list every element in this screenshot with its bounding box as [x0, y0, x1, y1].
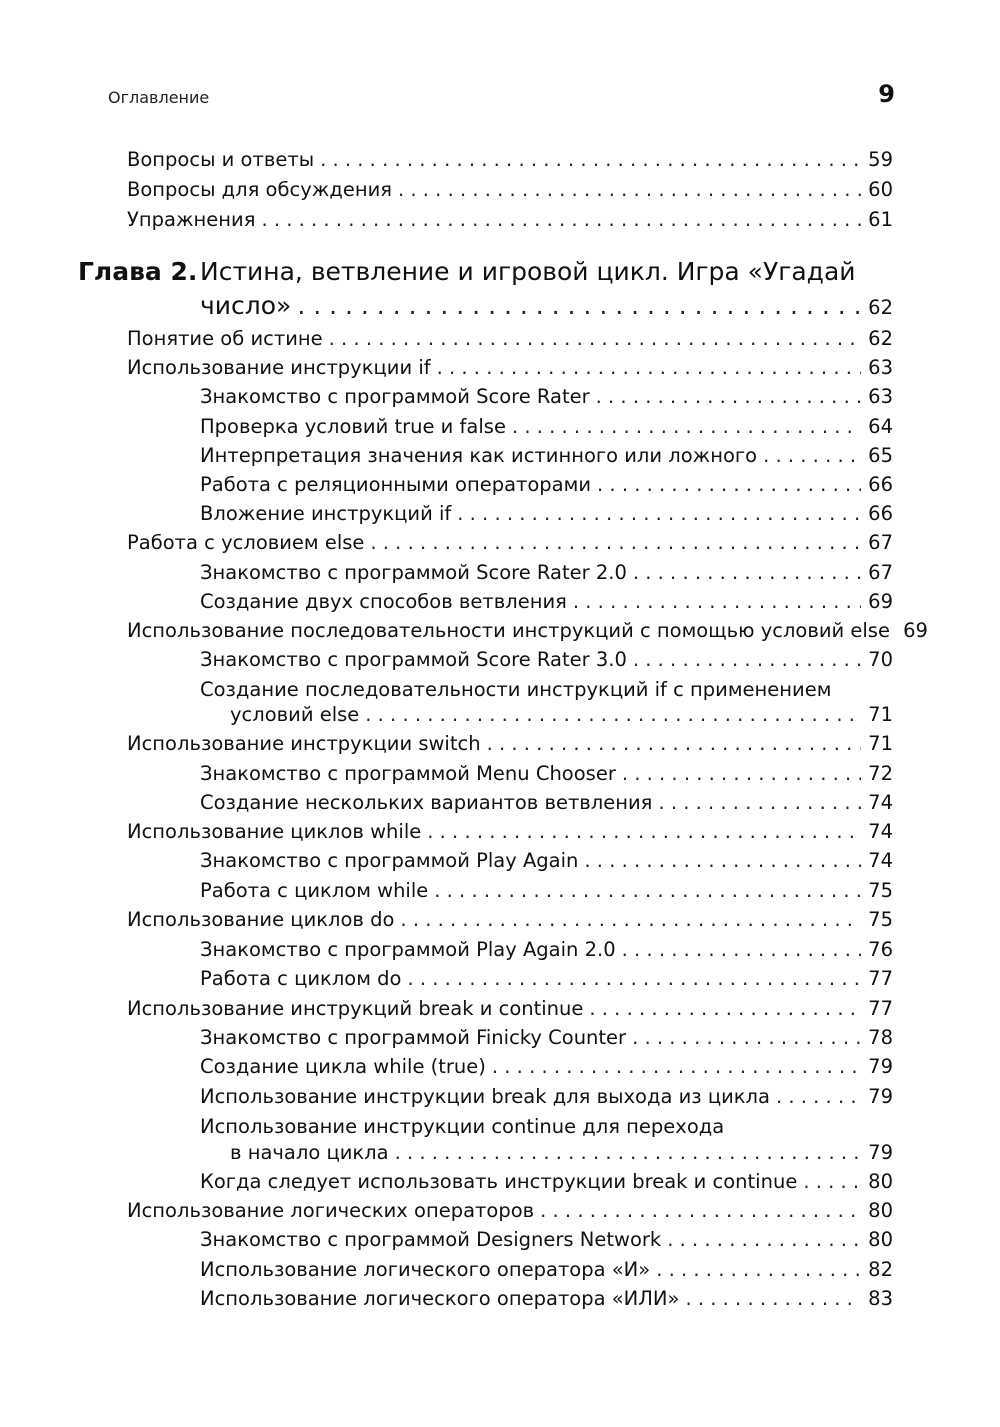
- toc-entry-page: 67: [868, 531, 893, 554]
- toc-entry[interactable]: [127, 148, 893, 171]
- leader-dots: [656, 1258, 861, 1281]
- leader-dots: [803, 1170, 861, 1193]
- leader-dots: [365, 703, 861, 726]
- leader-dots: [437, 356, 861, 379]
- toc-entry[interactable]: [127, 732, 893, 755]
- toc-entry[interactable]: [127, 619, 928, 642]
- toc-entry-title: Знакомство с программой Menu Chooser: [200, 762, 616, 785]
- leader-dots: [685, 1287, 861, 1310]
- toc-entry-title: Использование инструкции break для выхода из цикла: [200, 1085, 770, 1108]
- toc-entry-title: Использование логического оператора «И»: [200, 1258, 651, 1281]
- toc-entry-page: 74: [868, 820, 893, 843]
- leader-dots: [540, 1199, 861, 1222]
- toc-entry-title: Создание двух способов ветвления: [200, 590, 567, 613]
- toc-subentry[interactable]: [200, 415, 893, 438]
- toc-subentry-continuation[interactable]: [230, 703, 893, 726]
- toc-subentry-continuation[interactable]: [230, 1141, 893, 1164]
- toc-subentry[interactable]: [200, 849, 893, 872]
- toc-entry-title: Использование инструкции switch: [127, 732, 481, 755]
- toc-entry-page: 72: [868, 762, 893, 785]
- leader-dots: [763, 444, 861, 467]
- toc-entry-page: 69: [903, 619, 928, 642]
- chapter-page: 62: [868, 296, 893, 319]
- toc-entry[interactable]: [127, 208, 893, 231]
- toc-entry-page: 63: [868, 356, 893, 379]
- toc-entry-title: Использование циклов do: [127, 908, 395, 931]
- leader-dots: [622, 762, 861, 785]
- toc-entry-title: Работа с циклом while: [200, 879, 429, 902]
- toc-entry-page: 80: [868, 1228, 893, 1251]
- toc-subentry[interactable]: [200, 385, 893, 408]
- leader-dots: [398, 178, 861, 201]
- toc-entry-page: 80: [868, 1199, 893, 1222]
- toc-subentry[interactable]: [200, 1085, 893, 1108]
- leader-dots: [589, 997, 861, 1020]
- toc-entry-title-cont: в начало цикла: [230, 1141, 389, 1164]
- leader-dots: [407, 967, 861, 990]
- toc-entry-page: 71: [868, 703, 893, 726]
- toc-entry[interactable]: [127, 997, 893, 1020]
- toc-entry-title: Знакомство с программой Score Rater 2.0: [200, 561, 627, 584]
- toc-subentry[interactable]: [200, 762, 893, 785]
- toc-entry-title: Использование логического оператора «ИЛИ»: [200, 1287, 680, 1310]
- leader-dots: [632, 1026, 861, 1049]
- toc-entry-page: 66: [868, 502, 893, 525]
- toc-entry[interactable]: [127, 531, 893, 554]
- toc-entry-page: 77: [868, 967, 893, 990]
- toc-subentry[interactable]: [200, 648, 893, 671]
- toc-entry[interactable]: [127, 908, 893, 931]
- toc-entry-page: 67: [868, 561, 893, 584]
- toc-entry-page: 83: [868, 1287, 893, 1310]
- toc-subentry[interactable]: [200, 444, 893, 467]
- toc-subentry-title[interactable]: Использование инструкции continue для перехода: [200, 1115, 725, 1138]
- toc-entry[interactable]: [127, 356, 893, 379]
- toc-entry-page: 79: [868, 1141, 893, 1164]
- toc-entry-page: 80: [868, 1170, 893, 1193]
- chapter-label: Глава 2.: [78, 257, 198, 286]
- toc-entry-title: Проверка условий true и false: [200, 415, 506, 438]
- toc-entry-page: 65: [868, 444, 893, 467]
- leader-dots: [584, 849, 861, 872]
- leader-dots: [512, 415, 861, 438]
- toc-entry-title: Понятие об истине: [127, 327, 323, 350]
- toc-entry-title: Знакомство с программой Score Rater 3.0: [200, 648, 627, 671]
- leader-dots: [596, 385, 861, 408]
- leader-dots: [400, 908, 861, 931]
- toc-entry-title: Использование инструкций break и continue: [127, 997, 584, 1020]
- toc-subentry[interactable]: [200, 1258, 893, 1281]
- page-number: 9: [878, 80, 895, 108]
- leader-dots: [492, 1055, 861, 1078]
- toc-entry-page: 62: [868, 327, 893, 350]
- toc-entry-title: Создание цикла while (true): [200, 1055, 486, 1078]
- leader-dots: [667, 1228, 861, 1251]
- toc-entry-page: 79: [868, 1055, 893, 1078]
- toc-subentry[interactable]: [200, 879, 893, 902]
- leader-dots: [622, 938, 861, 961]
- toc-entry-page: 74: [868, 849, 893, 872]
- toc-subentry[interactable]: [200, 791, 893, 814]
- toc-entry-page: 64: [868, 415, 893, 438]
- toc-entry-title: Интерпретация значения как истинного или ложного: [200, 444, 758, 467]
- leader-dots: [487, 732, 861, 755]
- leader-dots: [633, 561, 861, 584]
- toc-entry-title: Знакомство с программой Play Again 2.0: [200, 938, 616, 961]
- toc-subentry-title[interactable]: Создание последовательности инструкций if с применением: [200, 678, 832, 701]
- toc-entry-title: Использование циклов while: [127, 820, 422, 843]
- toc-entry-page: 77: [868, 997, 893, 1020]
- toc-entry-title: Работа с условием else: [127, 531, 365, 554]
- toc-entry[interactable]: [127, 1199, 893, 1222]
- chapter-title[interactable]: Истина, ветвление и игровой цикл. Игра «Угадай: [200, 257, 856, 286]
- toc-entry-page: 76: [868, 938, 893, 961]
- toc-entry-page: 71: [868, 732, 893, 755]
- leader-dots: [297, 291, 861, 320]
- leader-dots: [457, 502, 861, 525]
- toc-entry-page: 78: [868, 1026, 893, 1049]
- toc-subentry[interactable]: [200, 967, 893, 990]
- toc-subentry[interactable]: [200, 1026, 893, 1049]
- leader-dots: [427, 820, 861, 843]
- toc-entry[interactable]: [127, 820, 893, 843]
- toc-entry-page: 75: [868, 908, 893, 931]
- toc-entry-page: 60: [868, 178, 893, 201]
- toc-subentry[interactable]: [200, 1228, 893, 1251]
- running-header-title: Оглавление: [108, 88, 210, 107]
- leader-dots: [320, 148, 861, 171]
- toc-entry-title: Когда следует использовать инструкции break и continue: [200, 1170, 798, 1193]
- leader-dots: [633, 648, 861, 671]
- leader-dots: [329, 327, 861, 350]
- toc-entry-title: Использование последовательности инструкций с помощью условий else: [127, 619, 890, 642]
- toc-subentry[interactable]: [200, 1170, 893, 1193]
- toc-entry-title-cont: условий else: [230, 703, 360, 726]
- toc-entry-page: 79: [868, 1085, 893, 1108]
- toc-entry-page: 69: [868, 590, 893, 613]
- leader-dots: [395, 1141, 861, 1164]
- leader-dots: [573, 590, 861, 613]
- toc-entry-title: Работа с реляционными операторами: [200, 473, 592, 496]
- toc-entry-title: Знакомство с программой Finicky Counter: [200, 1026, 627, 1049]
- toc-subentry[interactable]: [200, 938, 893, 961]
- toc-subentry[interactable]: [200, 1287, 893, 1310]
- toc-entry-page: 70: [868, 648, 893, 671]
- toc-entry-page: 63: [868, 385, 893, 408]
- toc-entry-page: 66: [868, 473, 893, 496]
- toc-entry-title: Использование логических операторов: [127, 1199, 535, 1222]
- toc-entry-title: Использование инструкции if: [127, 356, 431, 379]
- leader-dots: [776, 1085, 861, 1108]
- toc-entry-page: 75: [868, 879, 893, 902]
- toc-entry-title: Вопросы и ответы: [127, 148, 315, 171]
- toc-entry-title: Знакомство с программой Designers Network: [200, 1228, 662, 1251]
- toc-subentry[interactable]: [200, 473, 893, 496]
- toc-subentry[interactable]: [200, 502, 893, 525]
- leader-dots: [658, 791, 861, 814]
- toc-entry-title: Работа с циклом do: [200, 967, 402, 990]
- toc-entry-title: Создание нескольких вариантов ветвления: [200, 791, 653, 814]
- toc-subentry[interactable]: [200, 561, 893, 584]
- toc-entry-page: 74: [868, 791, 893, 814]
- toc-subentry[interactable]: [200, 590, 893, 613]
- toc-entry-title: Упражнения: [127, 208, 256, 231]
- toc-entry-title: Знакомство с программой Score Rater: [200, 385, 590, 408]
- toc-entry-page: 82: [868, 1258, 893, 1281]
- toc-entry[interactable]: [127, 327, 893, 350]
- leader-dots: [370, 531, 861, 554]
- chapter-title-line2: число»: [200, 291, 292, 320]
- toc-entry-page: 61: [868, 208, 893, 231]
- toc-entry-title: Вложение инструкций if: [200, 502, 452, 525]
- leader-dots: [597, 473, 861, 496]
- chapter-title-continuation[interactable]: [200, 291, 893, 320]
- toc-entry-title: Вопросы для обсуждения: [127, 178, 392, 201]
- leader-dots: [434, 879, 861, 902]
- toc-subentry[interactable]: [200, 1055, 893, 1078]
- toc-entry[interactable]: [127, 178, 893, 201]
- toc-entry-page: 59: [868, 148, 893, 171]
- leader-dots: [261, 208, 861, 231]
- toc-entry-title: Знакомство с программой Play Again: [200, 849, 579, 872]
